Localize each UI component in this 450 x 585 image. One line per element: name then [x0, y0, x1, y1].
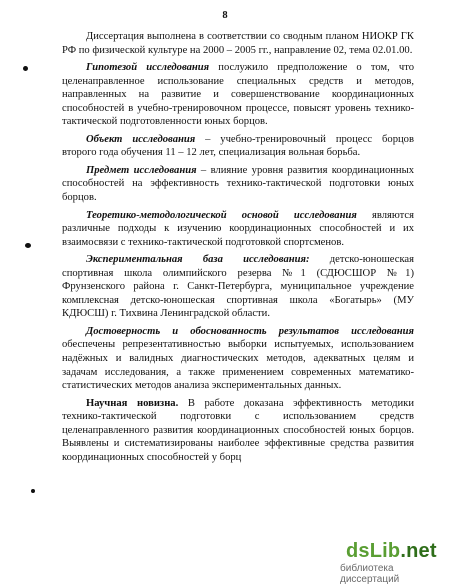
paragraph-methodology	[62, 209, 414, 250]
paragraph-text: В работе доказана эффективность методики технико-тактической подготовки с использованием средств целенаправленного развития координационных способностей юных борцов. Выявлены и систематизированы наиболее эффективные средства развития координационных способностей у борц	[62, 397, 414, 463]
watermark-logo-main: dsLib	[346, 540, 401, 562]
paragraph-lead: Теоретико-методологической основой исследования	[86, 209, 357, 221]
paragraph-text: послужило предположение о том, что целенаправленное использование специальных средств и методов, направленных на развитие и совершенствование координационных способностей в учебно-тренировочном процессе, повысят уровень технико-тактической подготовленности юных борцов.	[62, 62, 414, 128]
paragraph-lead: Гипотезой исследования	[86, 62, 210, 74]
paragraph-lead: Экспериментальная база исследования:	[86, 254, 310, 266]
paragraph-intro	[62, 30, 414, 57]
paragraph-object	[62, 133, 414, 160]
paragraph-reliability	[62, 325, 414, 393]
paragraph-hypothesis	[62, 61, 414, 129]
paragraph-text: обеспечены репрезентативностью выборки испытуемых, использованием надёжных и валидных диагностических методов, адекватных целям и задачам исследования, а также применением современных математико-статистических методов анализа экспериментальных данных.	[62, 339, 414, 392]
watermark-subtitle: библиотека диссертаций	[338, 563, 450, 585]
paragraph-lead: Объект исследования	[86, 133, 196, 145]
scan-speck	[31, 489, 35, 493]
paragraph-lead: Достоверность и обоснованность результатов исследования	[86, 325, 414, 337]
scan-speck	[23, 66, 28, 71]
paragraph-subject	[62, 164, 414, 205]
paragraph-novelty	[62, 397, 414, 465]
scan-speck	[25, 243, 31, 248]
paragraph-text: детско-юношеская спортивная школа олимпийского резерва №1 (СДЮСШОР №1) Фрунзенского района г. Санкт-Петербурга, муниципальное учреждение комплексная детско-юношеская спортивная школа «Богатырь» (МУ КДЮСШ) г. Тихвина Ленинградской области.	[62, 254, 415, 320]
watermark-logo	[344, 540, 439, 563]
paragraph-lead: Предмет исследования	[86, 164, 197, 176]
paragraph-text: являются различные подходы к изучению координационных способностей и их взаимосвязи с технико-тактической подготовкой спортсменов.	[62, 209, 414, 248]
paragraph-base	[62, 253, 414, 321]
page-number: 8	[222, 10, 228, 21]
paragraph-lead: Научная новизна.	[86, 397, 179, 409]
paragraph-text: – учебно-тренировочный процесс борцов второго года обучения 11 – 12 лет, специализация вольная борьба.	[62, 133, 414, 159]
document-body	[62, 30, 414, 464]
paragraph-text: Диссертация выполнена в соответствии со сводным планом НИОКР ГК РФ по физической культуре на 2000 – 2005 гг., направление 02, тема 02.01.00.	[62, 31, 414, 56]
watermark-logo-suffix: .net	[400, 540, 437, 562]
paragraph-text: – влияние уровня развития координационных способностей на эффективность технико-тактической подготовки юных борцов.	[62, 164, 414, 204]
